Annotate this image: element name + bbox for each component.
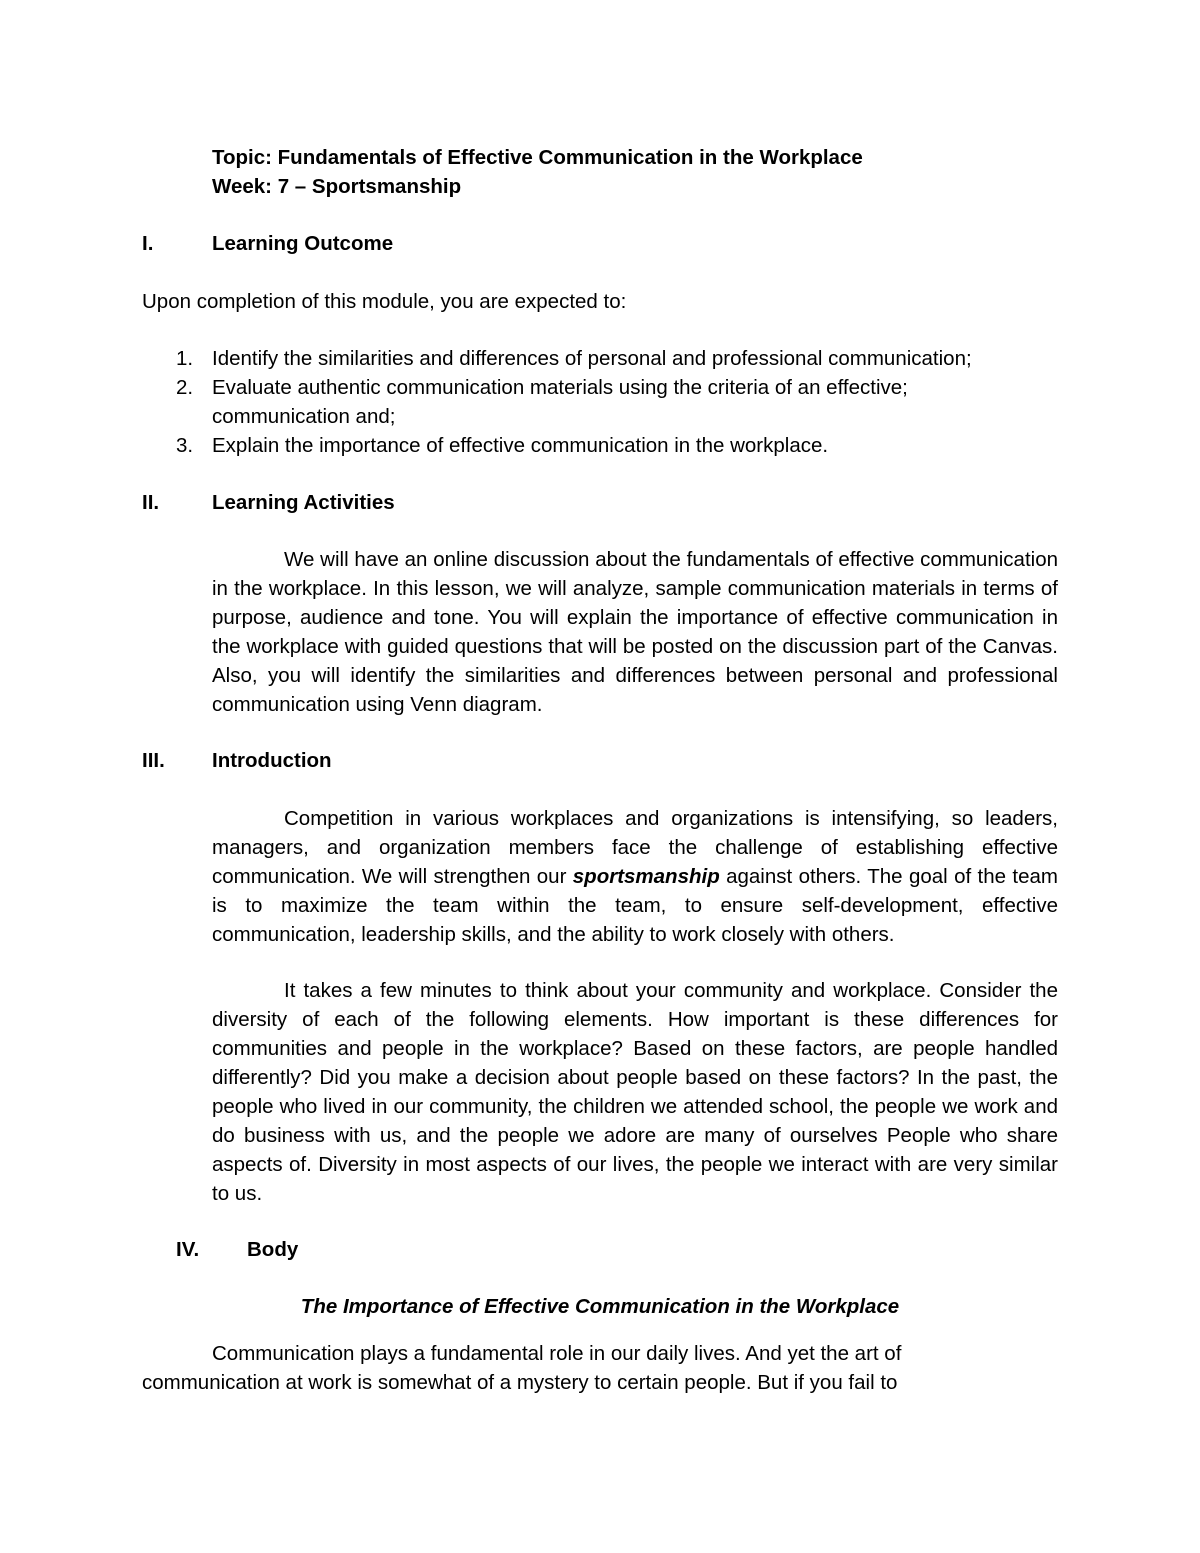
section-title-learning-outcome: Learning Outcome — [212, 232, 394, 255]
list-item-text: Identify the similarities and differences of personal and professional communication; — [212, 347, 972, 370]
section-numeral-1: I. — [142, 232, 154, 255]
list-item-number: 1. — [176, 347, 194, 370]
body-text-line: Communication plays a fundamental role in our daily lives. And yet the art of — [212, 1342, 902, 1365]
list-item-text: Explain the importance of effective communication in the workplace. — [212, 434, 829, 457]
section-numeral-3: III. — [142, 749, 165, 772]
list-item-text: Evaluate authentic communication materials using the criteria of an effective; — [212, 376, 908, 399]
list-item-number: 3. — [176, 434, 194, 457]
topic-heading: Topic: Fundamentals of Effective Communication in the Workplace — [212, 146, 863, 169]
section-title-body: Body — [247, 1238, 299, 1261]
body-text-line: communication at work is somewhat of a mystery to certain people. But if you fail to — [142, 1371, 898, 1394]
activities-paragraph: We will have an online discussion about the fundamentals of effective communication in the workplace. In this lesson, we will analyze, sample communication materials in terms of purpose, audience and tone. You will explain the importance of effective communication in the workplace with guided questions that will be posted on the discussion part of the Canvas. Also, you will identify the similarities and differences between personal and professional communication using Venn diagram. — [212, 548, 1058, 716]
section-numeral-2: II. — [142, 491, 160, 514]
introduction-paragraph-1 — [212, 804, 1058, 949]
list-item-text-continued: communication and; — [212, 405, 396, 428]
week-heading: Week: 7 – Sportsmanship — [212, 175, 462, 198]
outcome-intro: Upon completion of this module, you are expected to: — [142, 290, 627, 313]
body-subtitle: The Importance of Effective Communication in the Workplace — [300, 1295, 900, 1318]
section-title-learning-activities: Learning Activities — [212, 491, 395, 514]
paragraph-text: Competition in various workplaces and organizations is intensifying, so leaders, managers, and organization members face the challenge of establishing effective communication. We will strengthen our — [212, 807, 1058, 888]
paragraph-text: against others. The goal of the team is to maximize the team within the team, to ensure self-development, effective communication, leadership skills, and the ability to work closely with others. — [212, 865, 1058, 946]
emphasis-sportsmanship: sportsmanship — [572, 865, 720, 888]
introduction-paragraph-2: It takes a few minutes to think about your community and workplace. Consider the diversity of each of the following elements. How important is these differences for communities and people in the workplace? Based on these factors, are people handled differently? Did you make a decision about people based on these factors? In the past, the people who lived in our community, the children we attended school, the people we work and do business with us, and the people we adore are many of ourselves People who share aspects of. Diversity in most aspects of our lives, the people we interact with are very similar to us. — [212, 979, 1058, 1205]
list-item-number: 2. — [176, 376, 194, 399]
section-numeral-4: IV. — [176, 1238, 200, 1261]
section-title-introduction: Introduction — [212, 749, 332, 772]
